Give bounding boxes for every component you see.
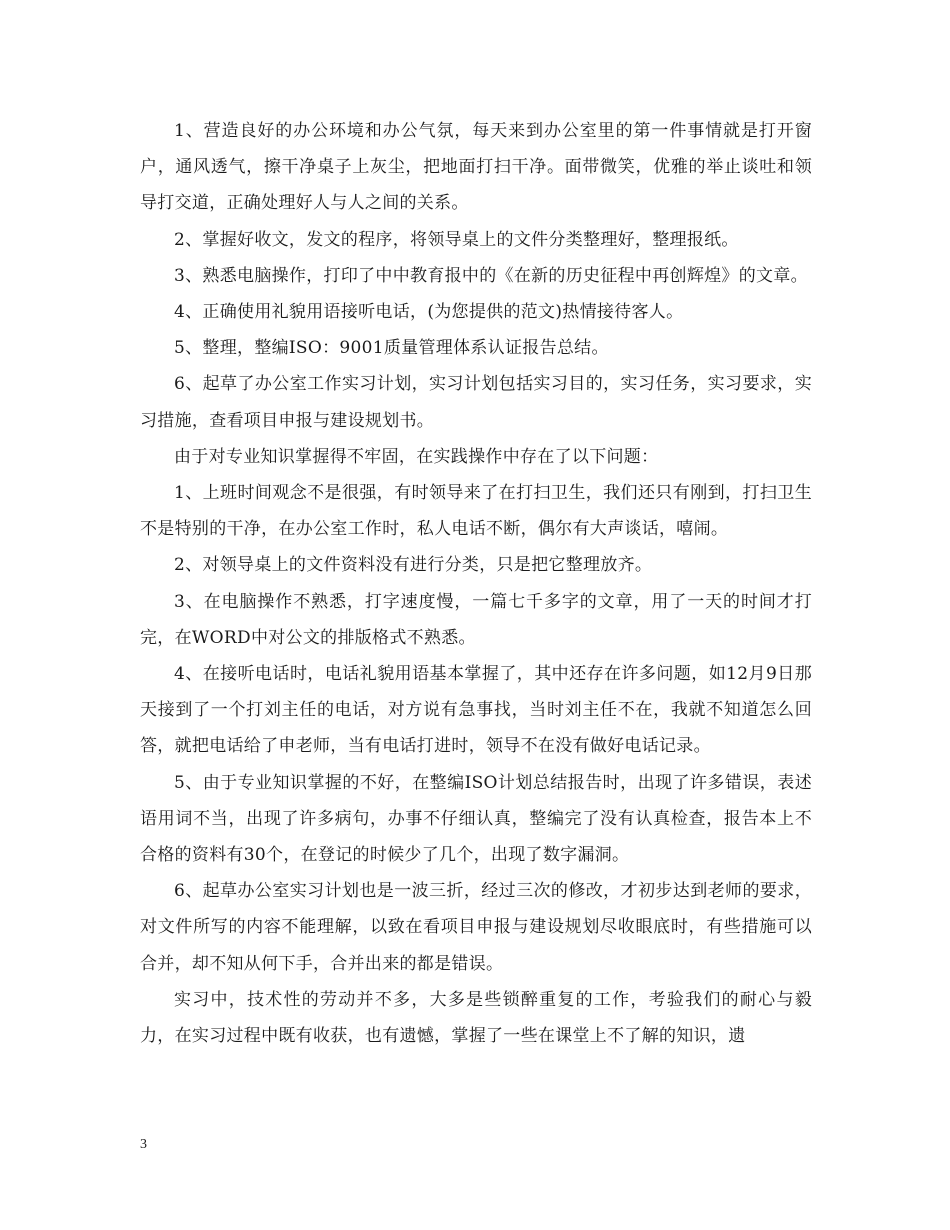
document-body	[140, 113, 812, 1054]
paragraph: 1、上班时间观念不是很强，有时领导来了在打扫卫生，我们还只有刚到，打扫卫生不是特别的干净，在办公室工作时，私人电话不断，偶尔有大声谈话，嘻闹。	[140, 483, 812, 540]
paragraph: 2、掌握好收文，发文的程序，将领导桌上的文件分类整理好，整理报纸。	[174, 229, 739, 250]
paragraph: 5、由于专业知识掌握的不好，在整编ISO计划总结报告时，出现了许多错误，表述语用词不当，出现了许多病句，办事不仔细认真，整编完了没有认真检查，报告本上不合格的资料有30个，在登记的时候少了几个，出现了数字漏洞。	[140, 772, 812, 866]
paragraph: 6、起草了办公室工作实习计划，实习计划包括实习目的，实习任务，实习要求，实习措施，查看项目申报与建设规划书。	[140, 374, 812, 431]
paragraph: 5、整理，整编ISO：9001质量管理体系认证报告总结。	[174, 338, 609, 359]
paragraph: 6、起草办公室实习计划也是一波三折，经过三次的修改，才初步达到老师的要求，对文件所写的内容不能理解，以致在看项目申报与建设规划尽收眼底时，有些措施可以合并，却不知从何下手，合并出来的都是错误。	[140, 881, 812, 974]
paragraph: 2、对领导桌上的文件资料没有进行分类，只是把它整理放齐。	[174, 555, 653, 576]
page-number: 3	[140, 1137, 147, 1152]
paragraph: 3、熟悉电脑操作，打印了中中教育报中的《在新的历史征程中再创辉煌》的文章。	[174, 265, 808, 286]
paragraph: 3、在电脑操作不熟悉，打字速度慢，一篇七千多字的文章，用了一天的时间才打完，在WORD中对公文的排版格式不熟悉。	[140, 591, 812, 648]
paragraph: 实习中，技术性的劳动并不多，大多是些锁醉重复的工作，考验我们的耐心与毅力，在实习过程中既有收获，也有遗憾，掌握了一些在课堂上不了解的知识，遗	[140, 989, 812, 1047]
paragraph: 4、在接听电话时，电话礼貌用语基本掌握了，其中还存在许多问题，如12月9日那天接到了一个打刘主任的电话，对方说有急事找，当时刘主任不在，我就不知道怎么回答，就把电话给了申老师，当有电话打进时，领导不在没有做好电话记录。	[140, 664, 812, 757]
paragraph: 4、正确使用礼貌用语接听电话，(为您提供的范文)热情接待客人。	[174, 302, 684, 323]
paragraph: 由于对专业知识掌握得不牢固，在实践操作中存在了以下问题：	[174, 446, 659, 467]
paragraph: 1、营造良好的办公环境和办公气氛，每天来到办公室里的第一件事情就是打开窗户，通风透气，擦干净桌子上灰尘，把地面打扫干净。面带微笑，优雅的举止谈吐和领导打交道，正确处理好人与人之间的关系。	[140, 121, 812, 214]
